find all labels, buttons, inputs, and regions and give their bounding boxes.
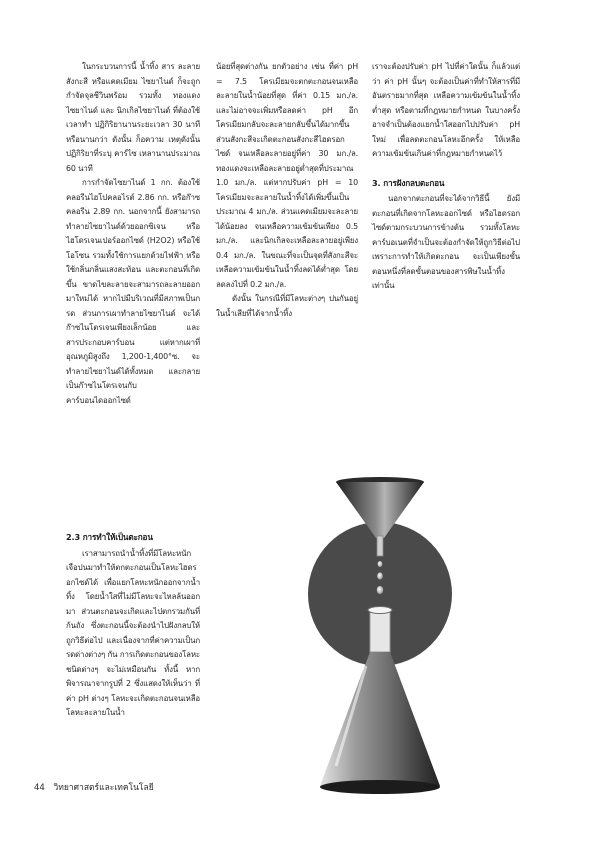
drop bbox=[377, 586, 383, 594]
flask-neck bbox=[370, 610, 390, 652]
funnel-stem bbox=[377, 536, 383, 556]
funnel-flask-svg bbox=[300, 476, 460, 806]
paragraph: เราจะต้องปรับค่า pH ไปที่ค่าใดนั้น ก็แล้วแต่ว่า ค่า pH นั้นๆ จะต้องเป็นค่าที่ทำให้สารที่มีอันตรายมากที่สุด เหลือความเข้มข้นในน้ำทิ้งต่ำสุด หรือตามที่กฎหมายกำหนด ในบางครั้ง อาจจำเป็นต้องแยกน้ำใสออกไปปรับค่า pH ใหม่ เพื่อลดตะกอนโลหะอีกครั้ง ให้เหลือความเข้มข้นเกินค่าที่กฎหมายกำหนดไว้ bbox=[372, 62, 520, 158]
section-heading: 3. การฝังกลบตะกอน bbox=[372, 177, 445, 188]
funnel-flask-illustration bbox=[300, 476, 460, 806]
flask-mouth bbox=[368, 607, 392, 614]
paragraph: นอกจากตะกอนที่จะได้จากวิธีนี้ ยังมีตะกอนที่เกิดจากโลหะออกไซด์ หรือไฮดรอกไซด์ตามกระบวนการข้างต้น รวมทั้งโลหะคาร์บอเนตที่จำเป็นจะต้องกำจัดให้ถูกวิธีต่อไป เพราะการทำให้เกิดตะกอน จะเป็นเพียงขั้นตอนหนึ่งที่ลดขั้นตอนของสารพิษในน้ำทิ้งเท่านั้น bbox=[372, 194, 520, 290]
column-2 bbox=[216, 60, 358, 321]
paragraph: น้อยที่สุดต่างกัน ยกตัวอย่าง เช่น ที่ค่า pH = 7.5 โครเมียมจะตกตะกอนจนเหลือละลายในน้ำน้อยที่สุด ที่ค่า 0.15 มก./ล. และไม่อาจจะเพิ่มหรือลดค่า pH อีก โครเมียมกลับจะละลายกลับขึ้นได้มากขึ้น ส่วนสังกะสีจะเกิดตะกอนสังกะสีไฮดรอกไซด์ จนเหลือละลายอยู่ที่ค่า 30 มก./ล. ทองแดงจะเหลือละลายอยู่ต่ำสุดที่ประมาณ 1.0 มก./ล. แต่หากปรับค่า pH = 10 โครเมียมจะละลายในน้ำทิ้งได้เพิ่มขึ้นเป็นประมาณ 4 มก./ล. ส่วนแคดเมียมจะละลายได้น้อยลง จนเหลือความเข้มข้นเพียง 0.5 มก./ล. และนิกเกิลจะเหลือละลายอยู่เพียง 0.4 มก./ล. ในขณะที่จะเป็นจุดที่สังกะสีจะเหลือความเข้มข้นในน้ำทิ้งลดได้ต่ำสุด โดยลดลงไปที่ 0.2 มก./ล. bbox=[216, 62, 358, 289]
drop bbox=[377, 572, 383, 579]
column-3 bbox=[372, 60, 520, 294]
paragraph: ในกระบวนการนี้ น้ำทิ้ง สาร ละลายสังกะสี หรือแคดเมียม ไซยาไนด์ ก็จะถูกกำจัดจุลชีวินพร้อม รวมทั้ง ทองแดงไซยาไนด์ และ นิกเกิลไซยาไนด์ ที่ต้องใช้เวลาทำ ปฏิกิริยานานระยะเวลา 30 นาที หรือนานกว่า ดังนั้น ก็อความ เหตุดังนั้น ปฏิกิริยาที่ระบุ คาร์ไซ เหลานานประมาณ 60 นาที bbox=[66, 62, 200, 173]
paragraph: เราสามารถนำน้ำทิ้งที่มีโลหะหนักเจือปนมาทำให้ตกตะกอนเป็นโลหะไฮดรอกไซด์ได้ เพื่อแยกโลหะหนักออกจากน้ำทิ้ง โดยน้ำใสที่ไม่มีโลหะจะไหลล้นออกมา ส่วนตะกอนจะเกิดและไปตกรวมกันที่ก้นถัง ซึ่งตะกอนนี้จะต้องนำไปฝังกลบให้ถูกวิธีต่อไป และเนื่องจากที่ค่าความเป็นกรดด่างต่างๆ กัน การเกิดตะกอนของโลหะชนิดต่างๆ จะไม่เหมือนกัน ทั้งนี้ หากพิจารณาจากรูปที่ 2 ซึ่งแสดงให้เห็นว่า ที่ค่า pH ต่างๆ โลหะจะเกิดตะกอนจนเหลือโลหะละลายในน้ำ bbox=[66, 548, 200, 717]
drop bbox=[378, 561, 383, 567]
paragraph: ดังนั้น ในกรณีที่มีโลหะต่างๆ ปนกันอยู่ในน้ำเสียที่ได้จากน้ำทิ้ง bbox=[216, 294, 358, 318]
paragraph: การกำจัดไซยาไนด์ 1 กก. ต้องใช้คลอรีนไฮโปคลอไรต์ 2.86 กก. หรือก๊าซคลอรีน 2.89 กก. นอกจากนี้ ยังสามารถทำลายไซยาไนด์ด้วยออกซิเจน หรือไฮโดรเจนเปอร์ออกไซด์ (H2O2) หรือใช้โอโซน รวมทั้งใช้การแยกด้วยไฟฟ้า หรือใช้กลิ่นกลิ่นแสงสะท้อน และตะกอนที่เกิดขึ้น ขาดไขละลายจะสามารถละลายออกมาใหม่ได้ หากไปมีบริเวณที่มีสภาพเป็นกรด ส่วนการเผาทำลายไซยาไนด์ จะได้ก๊าซไนโตรเจนเพียงเล็กน้อย และสารประกอบคาร์บอน แต่หากเผาที่อุณหภูมิสูงถึง 1,200-1,400°ซ. จะทำลายไซยาไนด์ได้ทั้งหมด และกลายเป็นก๊าซไนโตรเจนกับคาร์บอนไดออกไซด์ bbox=[66, 178, 200, 405]
journal-title: วิทยาศาสตร์และเทคโนโลยี bbox=[53, 783, 154, 793]
page-footer bbox=[34, 780, 154, 794]
section-heading: 2.3 การทำให้เป็นตะกอน bbox=[66, 532, 153, 542]
flask-body bbox=[320, 652, 440, 794]
column-1-section-2-3 bbox=[66, 530, 200, 721]
page-number: 44 bbox=[34, 783, 45, 793]
flask-base bbox=[320, 780, 440, 794]
column-1 bbox=[66, 60, 200, 408]
